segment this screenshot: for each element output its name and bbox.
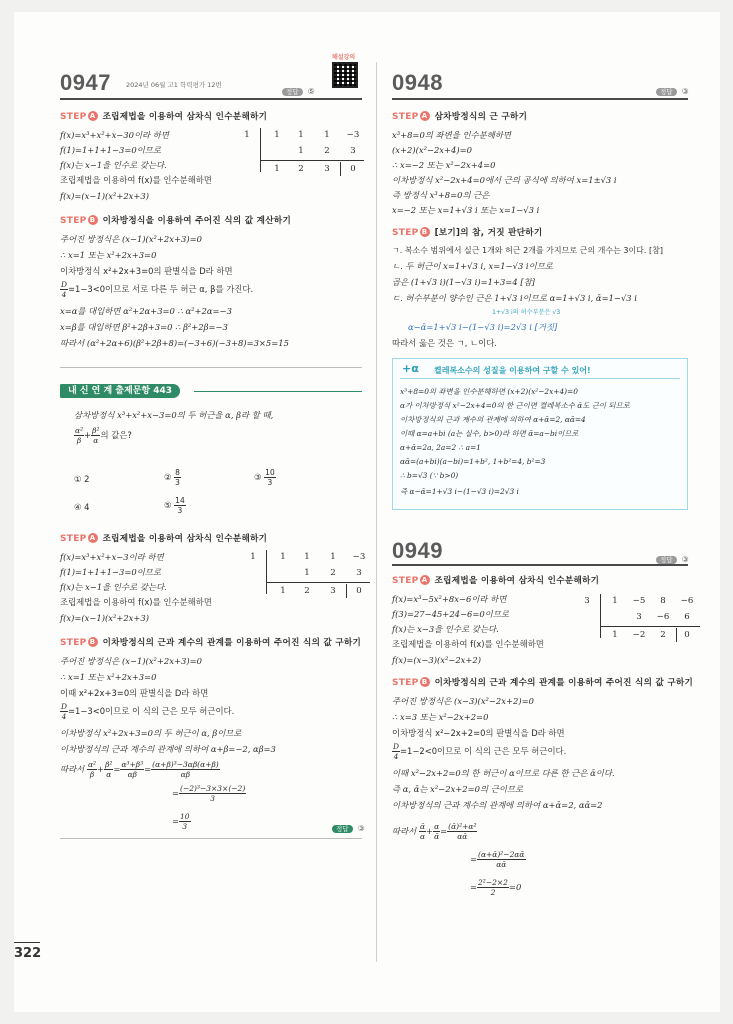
- solution-line: x=α를 대입하면 α²+2α+3=0 ∴ α²+2α=−3: [60, 306, 232, 316]
- solution-line: f(x)=x³+x²+x−30이라 하면: [60, 130, 169, 140]
- discriminant-line: $\frac{D}{4}$ =1−3<0이므로 이 식의 근은 모두 허근이다.: [61, 702, 235, 721]
- solution-line: ㄷ. 허수부분이 양수인 근은 1+√3 i이므로 α=1+√3 i, ᾱ=1−√3 i: [392, 293, 637, 303]
- solution-line: x³+8=0의 좌변을 인수분해하면: [392, 130, 511, 140]
- qr-label: 해설강의: [332, 54, 356, 61]
- solution-line: f(x)는 x−1을 인수로 갖는다.: [60, 160, 167, 170]
- answer-value: ⑤: [307, 87, 315, 96]
- header-rule: [392, 98, 688, 100]
- conclusion: 따라서 옳은 것은 ㄱ, ㄴ이다.: [392, 338, 497, 348]
- solution-line: f(1)=1+1+1−3=0이므로: [60, 567, 161, 577]
- final-expression: 따라서 $\frac{\text{α²}}{\beta}$ + $\frac{\text{β²}}{\alpha}$ = $\frac{\text{α³+β³}}{\alpha\beta}$ = $\frac{\text{(α+β)³−3αβ(α+β)}}{\alpha\beta}$: [60, 760, 219, 779]
- step-badge: A: [88, 533, 98, 543]
- tip-line: αᾱ=(a+bi)(a−bi)=1+b², 1+b²=4, b²=3: [400, 457, 546, 466]
- section-divider: [60, 367, 362, 368]
- tip-line: α+ᾱ=2a, 2a=2 ∴ a=1: [400, 443, 481, 452]
- solution-line: f(x)는 x−3을 인수로 갖는다.: [392, 624, 499, 634]
- final-result: = $\frac{10}{3}$: [172, 812, 190, 831]
- solution-line: x=β를 대입하면 β²+2β+3=0 ∴ β²+2β=−3: [60, 322, 228, 332]
- plus-alpha-icon: +α: [402, 362, 419, 375]
- section-divider: [60, 838, 362, 839]
- solution-line: 이차방정식 x²−2x+4=0에서 근의 공식에 의하여 x=1±√3 i: [392, 175, 617, 185]
- header-rule: [392, 564, 688, 566]
- solution-line: 조립제법을 이용하여 f(x)를 인수분해하면: [60, 597, 212, 607]
- discriminant-line: $\frac{D}{4}$ =1−3<0이므로 서로 다른 두 허근 α, β를 가진다.: [61, 280, 254, 299]
- step-a-heading: STEP A 조립제법을 이용하여 삼차식 인수분해하기: [60, 534, 268, 544]
- solution-line: 이차방정식 x²+2x+3=0의 판별식을 D라 하면: [60, 266, 233, 276]
- solution-line: 조립제법을 이용하여 f(x)를 인수분해하면: [60, 175, 212, 185]
- banner-line: [194, 391, 362, 392]
- step-badge: B: [88, 215, 98, 225]
- solution-line: 조립제법을 이용하여 f(x)를 인수분해하면: [392, 639, 544, 649]
- page-number: 322: [14, 946, 42, 961]
- solution-line: f(3)=27−45+24−6=0이므로: [392, 609, 509, 619]
- answer-value: ③: [357, 824, 365, 833]
- solution-line: x=−2 또는 x=1+√3 i 또는 x=1−√3 i: [392, 205, 540, 215]
- step-a-heading: STEP A 삼차방정식의 근 구하기: [392, 112, 528, 122]
- solution-line: ∴ x=3 또는 x²−2x+2=0: [392, 712, 489, 722]
- page-number-rule: [14, 942, 40, 943]
- solution-line: f(x)=x³+x²+x−3이라 하면: [60, 552, 164, 562]
- choice-5[interactable]: ⑤ $\frac{14}{3}$: [164, 496, 185, 515]
- choice-2[interactable]: ② $\frac{8}{3}$: [164, 468, 180, 487]
- final-expression: = $\frac{\text{(α+ᾱ)²−2αᾱ}}{\text{αᾱ}}$: [470, 850, 525, 869]
- solution-line: f(x)=(x−1)(x²+2x+3): [60, 191, 150, 201]
- sister-problem-banner: 내 신 연 계 출제문항 443: [60, 384, 180, 398]
- problem-source: 2024년 06월 고1 학력평가 12번: [126, 81, 222, 89]
- step-badge: B: [88, 637, 98, 647]
- step-badge: B: [420, 227, 430, 237]
- step-badge: A: [420, 111, 430, 121]
- solution-line: 주어진 방정식은 (x−1)(x²+2x+3)=0: [60, 234, 202, 244]
- solution-line: f(x)는 x−1을 인수로 갖는다.: [60, 582, 167, 592]
- annotation-note: 1+√3 i의 허수부분은 √3: [492, 309, 561, 316]
- choice-1[interactable]: ① 2: [74, 474, 90, 484]
- answer-value: ③: [681, 87, 689, 96]
- solution-line: 이차방정식의 근과 계수의 관계에 의하여 α+β=−2, αβ=3: [60, 744, 276, 754]
- solution-line: ∴ x=−2 또는 x²−2x+4=0: [392, 160, 496, 170]
- step-b-heading: STEP B [보기]의 참, 거짓 판단하기: [392, 228, 543, 238]
- final-expression: = $\frac{\text{(−2)³−3×3×(−2)}}{3}$: [172, 784, 246, 803]
- problem-number-0948: 0948: [392, 70, 443, 95]
- solution-line: 즉 α, ᾱ는 x²−2x+2=0의 근이므로: [392, 784, 524, 794]
- column-divider: [376, 62, 377, 962]
- solution-line: 주어진 방정식은 (x−3)(x²−2x+2)=0: [392, 696, 534, 706]
- final-expression: 따라서 $\frac{\text{ᾱ}}{\alpha}$ + $\frac{\alpha}{\text{ᾱ}}$ = $\frac{\text{(ᾱ)²+α²}}{\text{αᾱ}}$: [392, 822, 477, 841]
- choice-4[interactable]: ④ 4: [74, 502, 90, 512]
- solution-line: 주어진 방정식은 (x−1)(x²+2x+3)=0: [60, 656, 202, 666]
- solution-line: ㄱ. 복소수 범위에서 실근 1개와 허근 2개를 가지므로 근의 개수는 3이다. [참]: [392, 246, 663, 255]
- solution-line: ∴ x=1 또는 x²+2x+3=0: [60, 250, 157, 260]
- problem-number-0949: 0949: [392, 538, 443, 563]
- choice-3[interactable]: ③ $\frac{10}{3}$: [254, 468, 275, 487]
- step-b-heading: STEP B 이차방정식을 이용하여 주어진 식의 값 계산하기: [60, 216, 292, 226]
- step-a-heading: STEP A 조립제법을 이용하여 삼차식 인수분해하기: [392, 576, 600, 586]
- solution-line: f(x)=(x−1)(x²+2x+3): [60, 613, 150, 623]
- answer-pill: 정답: [332, 825, 353, 833]
- answer-pill: 정답: [282, 88, 303, 96]
- problem-number-0947: 0947: [60, 70, 111, 95]
- solution-line: ∴ x=1 또는 x²+2x+3=0: [60, 672, 157, 682]
- tip-title: 켤레복소수의 성질을 이용하여 구할 수 있어!: [434, 366, 591, 375]
- step-b-heading: STEP B 이차방정식의 근과 계수의 관계를 이용하여 주어진 식의 값 구하기: [60, 638, 362, 648]
- answer-badge: [332, 816, 365, 835]
- solution-line: 이차방정식 x²+2x+3=0의 두 허근이 α, β이므로: [60, 728, 242, 738]
- tip-divider: [400, 378, 680, 379]
- tip-line: x³+8=0의 좌변을 인수분해하면 (x+2)(x²−2x+4)=0: [400, 387, 578, 396]
- qr-code-icon[interactable]: [332, 62, 358, 88]
- solution-line: α−ᾱ=1+√3 i−(1−√3 i)=2√3 i [거짓]: [408, 322, 558, 332]
- solution-line: 곱은 (1+√3 i)(1−√3 i)=1+3=4 [참]: [392, 277, 535, 287]
- solution-line: f(x)=(x−3)(x²−2x+2): [392, 655, 482, 665]
- solution-line: 이때 x²−2x+2=0의 한 허근이 α이므로 다른 한 근은 ᾱ이다.: [392, 768, 615, 778]
- answer-value: ③: [681, 555, 689, 564]
- question-text: 삼차방정식 x³+x²+x−3=0의 두 허근을 α, β라 할 때,: [74, 410, 274, 420]
- tip-line: ∴ b=√3 (∵ b>0): [400, 471, 459, 480]
- tip-line: α가 이차방정식 x²−2x+4=0의 한 근이면 켤레복소수 ᾱ도 근이 되므로: [400, 401, 630, 410]
- tip-line: 이때 α=a+bi (a는 실수, b>0)라 하면 ᾱ=a−bi이므로: [400, 429, 579, 438]
- solution-line: f(x)=x³−5x²+8x−6이라 하면: [392, 594, 507, 604]
- solution-line: 이때 x²+2x+3=0의 판별식을 D라 하면: [60, 688, 209, 698]
- solution-line: ㄴ. 두 허근이 x=1+√3 i, x=1−√3 i이므로: [392, 261, 553, 271]
- step-badge: B: [420, 677, 430, 687]
- answer-badge: [282, 79, 315, 98]
- question-expression: $\frac{\text{α²}}{\beta}$ + $\frac{\text{β²}}{\alpha}$ 의 값은?: [75, 426, 132, 445]
- solution-line: f(1)=1+1+1−3=0이므로: [60, 145, 161, 155]
- header-rule: [60, 98, 362, 100]
- answer-pill: 정답: [656, 556, 677, 564]
- tip-line: 이차방정식의 근과 계수의 관계에 의하여 α+ᾱ=2, αᾱ=4: [400, 415, 586, 424]
- solution-line: (x+2)(x²−2x+4)=0: [392, 145, 472, 155]
- solution-line: 따라서 (α²+2α+6)(β²+2β+8)=(−3+6)(−3+8)=3×5=15: [60, 338, 289, 348]
- tip-line: 즉 α−ᾱ=1+√3 i−(1−√3 i)=2√3 i: [400, 487, 519, 496]
- page: 0947 2024년 06월 고1 학력평가 12번 정답 ⑤ 해설강의 STEP A 조립제법을 이용하여 삼차식 인수분해하기 f(x)=x³+x²+x−30이라 하면 f(1)=1+1+1−3=0이므로 f(x)는 x−1을 인수로 갖는다. 조립제법을 이용하여 f(x)를 인수분해하면 f(x)=(x−1)(x²+2x+3) 1 1 1 1 −3 1 2 3 1 2 3 0 STEP B 이차방정식을 이용하여 주어진 식의 값 계산하기 주어진 방정식은 (x−1)(x²+2x+3)=0 ∴ x=1 또는 x²+2x+3=0 이차방정식 x²+2x+3=0의 판별식을 D라 하면 $\frac{D}{4}$ =1−3<0이므로 서로 다른 두 허근 α, β를 가진다. x=α를 대입하면 α²+2α+3=0 ∴ α²+2α=−3 x=β를 대입하면 β²+2β+3=0 ∴ β²+2β=−3 따라서 (α²+2α+6)(β²+2β+8)=(−3+6)(−3+8)=3×5=15 내 신 연 계 출제문항 443 삼차방정식 x³+x²+x−3=0의 두 허근을 α, β라 할 때, $\frac{\text{α²}}{\beta}$ + $\frac{\text{β²}}{\alpha}$ 의 값은? ① 2 ② $\frac{8}{3}$ ③ $\frac{10}{3}$ ④ 4 ⑤ $\frac{14}{3}$ STEP A 조립제법을 이용하여 삼차식 인수분해하기 f(x)=x³+x²+x−3이라 하면 f(1)=1+1+1−3=0이므로 f(x)는 x−1을 인수로 갖는다. 조립제법을 이용하여 f(x)를 인수분해하면 f(x)=(x−1)(x²+2x+3) 1 1 1 1 −3 1 2 3 1 2 3 0 STEP B 이차방정식의 근과 계수의 관계를 이용하여 주어진 식의 값 구하기 주어진 방정식은 (x−1)(x²+2x+3)=0 ∴ x=1 또는 x²+2x+3=0 이때 x²+2x+3=0의 판별식을 D라 하면 $\frac{D}{4}$ =1−3<0이므로 이 식의 근은 모두 허근이다. 이차방정식 x²+2x+3=0의 두 허근이 α, β이므로 이차방정식의 근과 계수의 관계에 의하여 α+β=−2, αβ=3 따라서 $\frac{\text{α²}}{\beta}$ + $\frac{\text{β²}}{\alpha}$ = $\frac{\text{α³+β³}}{\alpha\beta}$ = $\frac{\text{(α+β)³−3αβ(α+β)}}{\alpha\beta}$ = $\frac{\text{(−2)³−3×3×(−2)}}{3}$ = $\frac{10}{3}$ 정답 ③ 322 0948 정답 ③ STEP A 삼차방정식의 근 구하기 x³+8=0의 좌변을 인수분해하면 (x+2)(x²−2x+4)=0 ∴ x=−2 또는 x²−2x+4=0 이차방정식 x²−2x+4=0에서 근의 공식에 의하여 x=1±√3 i 즉 방정식 x³+8=0의 근은 x=−2 또는 x=1+√3 i 또는 x=1−√3 i STEP B [보기]의 참, 거짓 판단하기 ㄱ. 복소수 범위에서 실근 1개와 허근 2개를 가지므로 근의 개수는 3이다. [참] ㄴ. 두 허근이 x=1+√3 i, x=1−√3 i이므로 곱은 (1+√3 i)(1−√3 i)=1+3=4 [참] ㄷ. 허수부분이 양수인 근은 1+√3 i이므로 α=1+√3 i, ᾱ=1−√3 i 1+√3 i의 허수부분은 √3 α−ᾱ=1+√3 i−(1−√3 i)=2√3 i [거짓] 따라서 옳은 것은 ㄱ, ㄴ이다. +α 켤레복소수의 성질을 이용하여 구할 수 있어! x³+8=0의 좌변을 인수분해하면 (x+2)(x²−2x+4)=0 α가 이차방정식 x²−2x+4=0의 한 근이면 켤레복소수 ᾱ도 근이 되므로 이차방정식의 근과 계수의 관계에 의하여 α+ᾱ=2, αᾱ=4 이때 α=a+bi (a는 실수, b>0)라 하면 ᾱ=a−bi이므로 α+ᾱ=2a, 2a=2 ∴ a=1 αᾱ=(a+bi)(a−bi)=1+b², 1+b²=4, b²=3 ∴ b=√3 (∵ b>0) 즉 α−ᾱ=1+√3 i−(1−√3 i)=2√3 i 0949 정답 ③ STEP A 조립제법을 이용하여 삼차식 인수분해하기 f(x)=x³−5x²+8x−6이라 하면 f(3)=27−45+24−6=0이므로 f(x)는 x−3을 인수로 갖는다. 조립제법을 이용하여 f(x)를 인수분해하면 f(x)=(x−3)(x²−2x+2) 3 1 −5 8 −6 3 −6 6 1 −2 2 0 STEP B 이차방정식의 근과 계수의 관계를 이용하여 주어진 식의 값 구하기 주어진 방정식은 (x−3)(x²−2x+2)=0 ∴ x=3 또는 x²−2x+2=0 이차방정식 x²−2x+2=0의 판별식을 D라 하면 $\frac{D}{4}$ =1−2<0이므로 이 식의 근은 모두 허근이다. 이때 x²−2x+2=0의 한 허근이 α이므로 다른 한 근은 ᾱ이다. 즉 α, ᾱ는 x²−2x+2=0의 근이므로 이차방정식의 근과 계수의 관계에 의하여 α+ᾱ=2, αᾱ=2 따라서 $\frac{\text{ᾱ}}{\alpha}$ + $\frac{\alpha}{\text{ᾱ}}$ = $\frac{\text{(ᾱ)²+α²}}{\text{αᾱ}}$ = $\frac{\text{(α+ᾱ)²−2αᾱ}}{\text{αᾱ}}$ = $\frac{\text{2²−2×2}}{2}$ =0: [14, 12, 720, 1012]
- answer-pill: 정답: [656, 88, 677, 96]
- answer-badge: [656, 79, 689, 98]
- step-badge: A: [88, 111, 98, 121]
- solution-line: 이차방정식의 근과 계수의 관계에 의하여 α+ᾱ=2, αᾱ=2: [392, 800, 603, 810]
- solution-line: 이차방정식 x²−2x+2=0의 판별식을 D라 하면: [392, 728, 565, 738]
- solution-line: 즉 방정식 x³+8=0의 근은: [392, 190, 490, 200]
- step-a-heading: STEP A 조립제법을 이용하여 삼차식 인수분해하기: [60, 112, 268, 122]
- discriminant-line: $\frac{D}{4}$ =1−2<0이므로 이 식의 근은 모두 허근이다.: [393, 742, 567, 761]
- step-b-heading: STEP B 이차방정식의 근과 계수의 관계를 이용하여 주어진 식의 값 구하기: [392, 678, 694, 688]
- step-badge: A: [420, 575, 430, 585]
- final-result: = $\frac{\text{2²−2×2}}{2}$ =0: [470, 878, 522, 897]
